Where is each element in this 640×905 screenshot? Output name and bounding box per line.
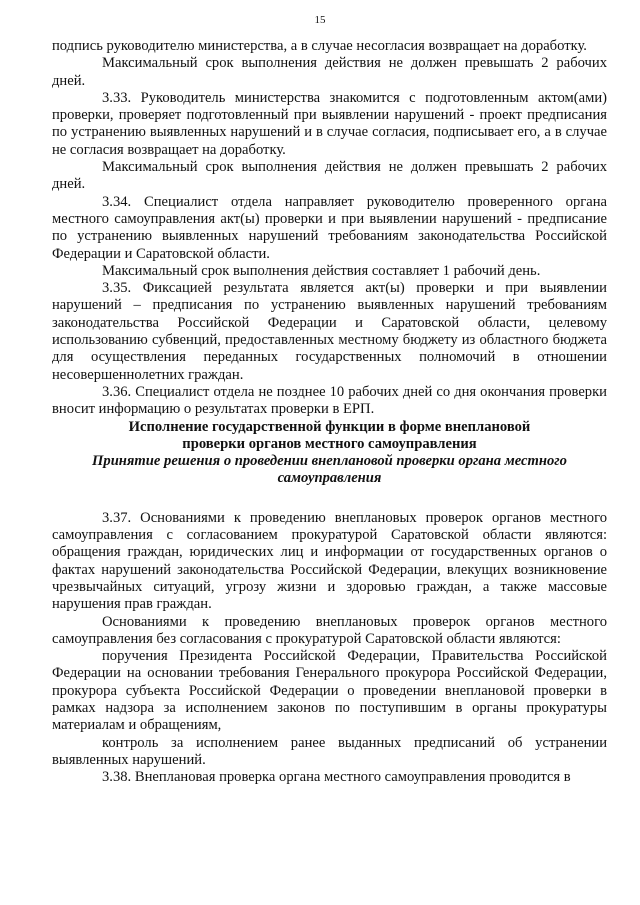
paragraph: Основаниями к проведению внеплановых проверок органов местного самоуправления без согласования с прокуратурой Саратовской области являются: xyxy=(52,613,607,647)
paragraph: Максимальный срок выполнения действия не должен превышать 2 рабочих дней. xyxy=(52,55,607,89)
section-subheading: Принятие решения о проведении внеплановой проверки органа местного самоуправления xyxy=(92,453,567,487)
paragraph: Максимальный срок выполнения действия составляет 1 рабочий день. xyxy=(102,262,541,279)
paragraph: 3.37. Основаниями к проведению внеплановых проверок органов местного самоуправления с согласованием прокуратурой Саратовской области являются: обращения граждан, юридических лиц и информации от государственных органов о фактах нарушений законодательства Российской Федерации, влекущих возникновение чрезвычайных ситуаций, угрозу жизни и здоровью граждан, а также массовые нарушения прав граждан. xyxy=(52,509,607,613)
paragraph: 3.36. Специалист отдела не позднее 10 рабочих дней со дня окончания проверки вносит информацию о результатах проверки в ЕРП. xyxy=(52,383,607,418)
paragraph: 3.33. Руководитель министерства знакомится с подготовленным актом(ами) проверки, проверяет подготовленный при выявлении нарушений - проект предписания по устранению выявленных нарушений и в случае согласия, подписывает его, а в случае не согласия возвращает на доработку. xyxy=(52,89,607,158)
spacer xyxy=(52,488,607,510)
document-body xyxy=(52,38,607,786)
page-number: 15 xyxy=(314,14,326,26)
paragraph: поручения Президента Российской Федерации, Правительства Российской Федерации на основании требования Генерального прокурора Российской Федерации, прокурора субъекта Российской Федерации о проведении внеплановой проверки в рамках надзора за исполнением законов по поступившим в органы прокуратуры материалам и обращениям, xyxy=(52,648,607,734)
paragraph: контроль за исполнением ранее выданных предписаний об устранении выявленных нарушений. xyxy=(52,734,607,768)
paragraph: Максимальный срок выполнения действия не должен превышать 2 рабочих дней. xyxy=(52,159,607,193)
paragraph: 3.34. Специалист отдела направляет руководителю проверенного органа местного самоуправления акт(ы) проверки и при выявлении нарушений - предписание по устранению выявленных нарушений требованиям законодательства Российской Федерации и Саратовской области. xyxy=(52,193,607,262)
paragraphs-bottom xyxy=(52,510,607,787)
paragraphs-top xyxy=(52,38,607,419)
section-heading: Исполнение государственной функции в форме внеплановой проверки органов местного самоуправления xyxy=(128,418,531,452)
paragraph: подпись руководителю министерства, а в случае несогласия возвращает на доработку. xyxy=(52,38,587,54)
paragraph: 3.35. Фиксацией результата является акт(ы) проверки и при выявлении нарушений – предписания по устранению выявленных нарушений требованиям законодательства Российской Федерации и Саратовской области, целевому использованию субвенций, предоставленных местному бюджету из областного бюджета для осуществления переданных государственных полномочий в отношении несовершеннолетних граждан. xyxy=(52,280,607,383)
paragraph: 3.38. Внеплановая проверка органа местного самоуправления проводится в xyxy=(102,769,571,786)
